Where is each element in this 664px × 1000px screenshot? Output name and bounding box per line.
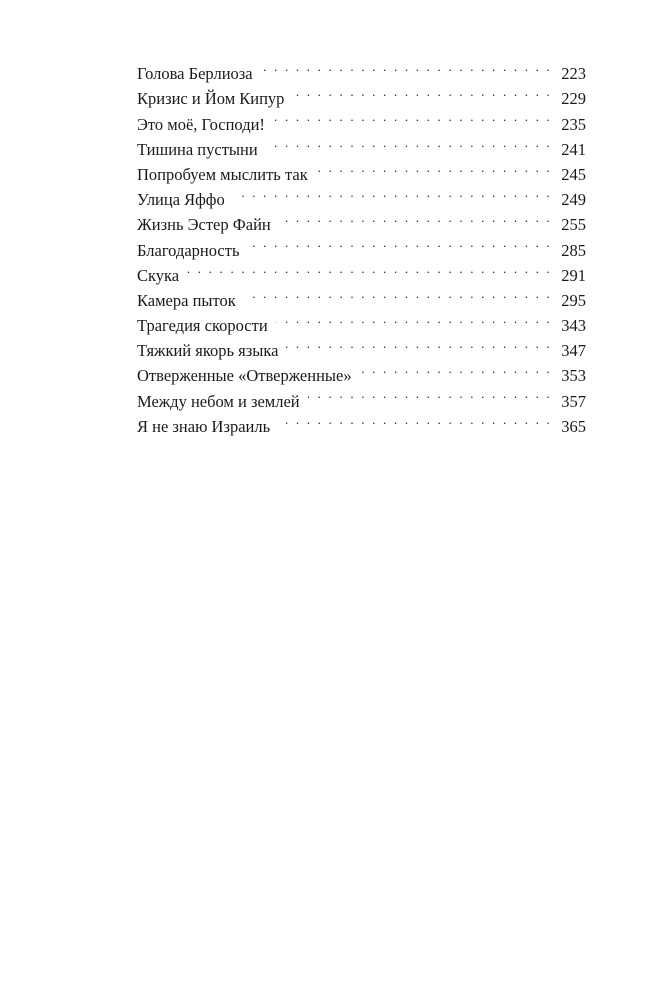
toc-entry-title: Попробуем мыслить так (137, 164, 308, 184)
toc-entry-title: Голова Берлиоза (137, 64, 253, 84)
toc-dot-leader (276, 306, 552, 331)
toc-entry-title: Улица Яффо (137, 190, 225, 210)
table-of-contents (137, 54, 586, 436)
toc-entry-page: 365 (561, 416, 586, 436)
toc-entry-title: Благодарность (137, 240, 240, 260)
toc-dot-leader (279, 205, 552, 230)
toc-entry-page: 347 (561, 341, 586, 361)
toc-entry-title: Скука (137, 265, 180, 285)
toc-entry-title: Тяжкий якорь языка (137, 341, 279, 361)
toc-entry-page: 291 (561, 265, 586, 285)
toc-entry-title: Между небом и землей (137, 391, 300, 411)
toc-dot-leader (278, 407, 552, 432)
toc-entry (137, 281, 586, 310)
toc-entry-page: 285 (561, 240, 586, 260)
toc-entry-title: Камера пыток (137, 290, 236, 310)
toc-entry-page: 295 (561, 290, 586, 310)
toc-dot-leader (316, 155, 552, 180)
toc-dot-leader (266, 130, 552, 155)
toc-entry-page: 223 (561, 64, 586, 84)
toc-entry-title: Жизнь Эстер Файн (137, 215, 271, 235)
toc-dot-leader (273, 104, 552, 129)
toc-entry-title: Отверженные «Отверженные» (137, 366, 352, 386)
toc-dot-leader (261, 54, 552, 79)
toc-entry-page: 229 (561, 89, 586, 109)
toc-dot-leader (286, 331, 552, 356)
toc-entry-page: 357 (561, 391, 586, 411)
toc-dot-leader (247, 230, 552, 255)
toc-entry-page: 353 (561, 366, 586, 386)
toc-entry-page: 343 (561, 316, 586, 336)
toc-entry-title: Я не знаю Израиль (137, 416, 271, 436)
toc-entry (137, 54, 586, 84)
toc-entry-title: Тишина пустыни (137, 139, 258, 159)
toc-entry-page: 255 (561, 215, 586, 235)
toc-entry-page: 235 (561, 114, 586, 134)
toc-dot-leader (244, 281, 552, 306)
toc-dot-leader (292, 79, 552, 104)
toc-dot-leader (308, 381, 552, 406)
toc-dot-leader (187, 256, 552, 281)
toc-entry-title: Кризис и Йом Кипур (137, 89, 285, 109)
toc-entry-page: 245 (561, 164, 586, 184)
toc-entry-title: Это моё, Господи! (137, 114, 265, 134)
toc-entry (137, 256, 586, 285)
toc-entry-title: Трагедия скорости (137, 316, 268, 336)
toc-entry-page: 241 (561, 139, 586, 159)
toc-dot-leader (233, 180, 552, 205)
toc-dot-leader (360, 356, 552, 381)
toc-entry-page: 249 (561, 190, 586, 210)
